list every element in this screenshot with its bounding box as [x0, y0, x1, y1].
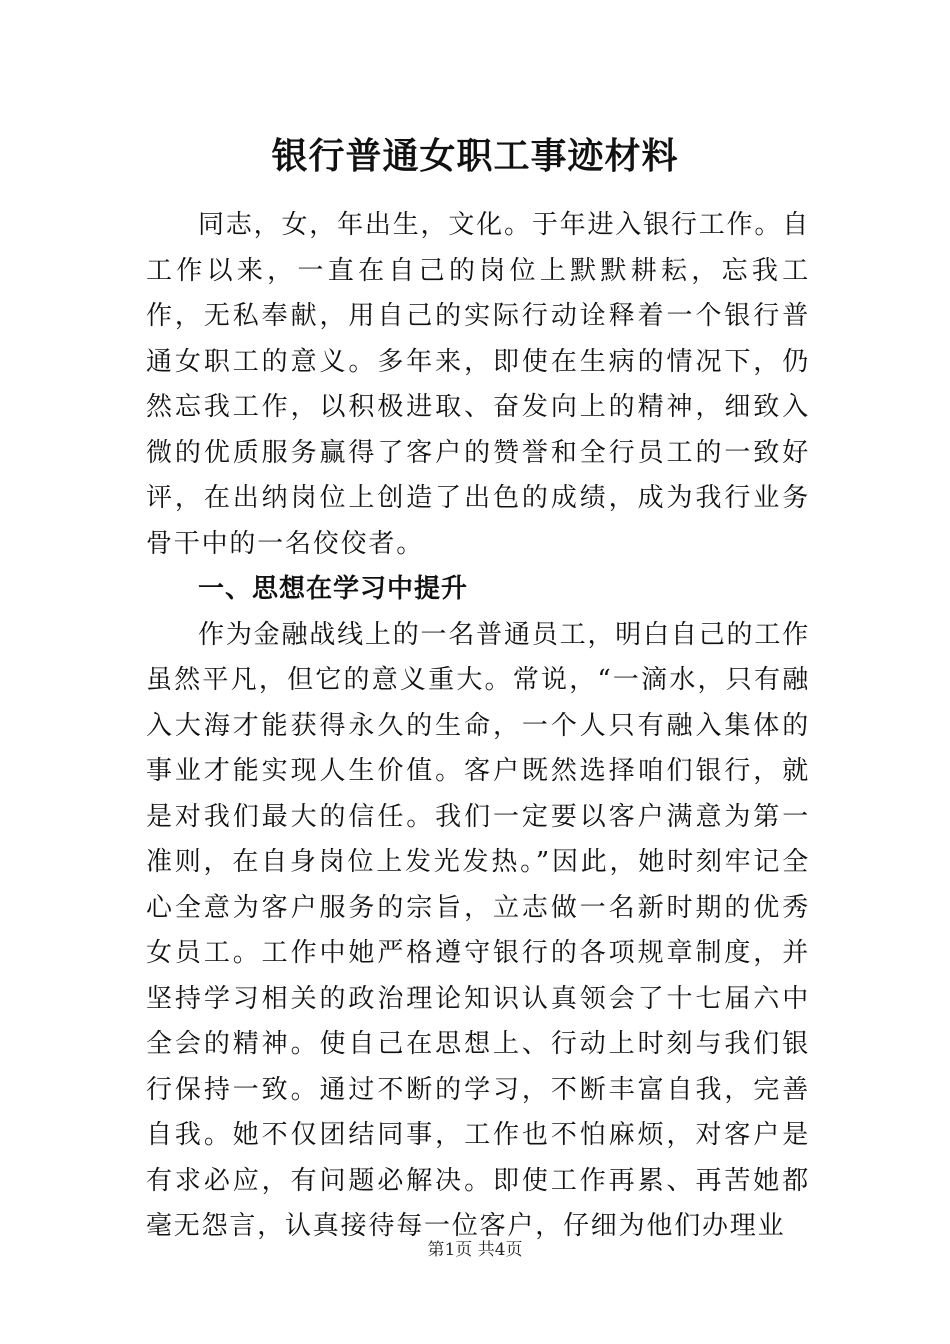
document-title: 银行普通女职工事迹材料 [271, 135, 679, 177]
section-heading: 一、思想在学习中提升 [198, 574, 469, 604]
paragraph-section-one: 作为金融战线上的一名普通员工，明白自己的工作虽然平凡，但它的意义重大。常说，“一滴水，只有融入大海才能获得永久的生命，一个人只有融入集体的事业才能实现人生价值。客户既然选择咱们银行，就是对我们最大的信任。我们一定要以客户满意为第一准则，在自身岗位上发光发热。”因此，她时刻牢记全心全意为客户服务的宗旨，立志做一名新时期的优秀女员工。工作中她严格遵守银行的各项规章制度，并坚持学习相关的政治理论知识认真领会了十七届六中全会的精神。使自己在思想上、行动上时刻与我们银行保持一致。通过不断的学习，不断丰富自我，完善自我。她不仅团结同事，工作也不怕麻烦，对客户是有求必应，有问题必解决。即使工作再累、再苦她都毫无怨言，认真接待每一位客户，仔细为他们办理业 [146, 619, 810, 1241]
page-footer: 第1页 共4页 [427, 1240, 523, 1260]
document-body [146, 203, 810, 1250]
paragraph-intro: 同志，女，年出生，文化。于年进入银行工作。自工作以来，一直在自己的岗位上默默耕耘，忘我工作，无私奉献，用自己的实际行动诠释着一个银行普通女职工的意义。多年来，即使在生病的情况下，仍然忘我工作，以积极进取、奋发向上的精神，细致入微的优质服务赢得了客户的赞誉和全行员工的一致好评，在出纳岗位上创造了出色的成绩，成为我行业务骨干中的一名佼佼者。 [146, 210, 810, 559]
